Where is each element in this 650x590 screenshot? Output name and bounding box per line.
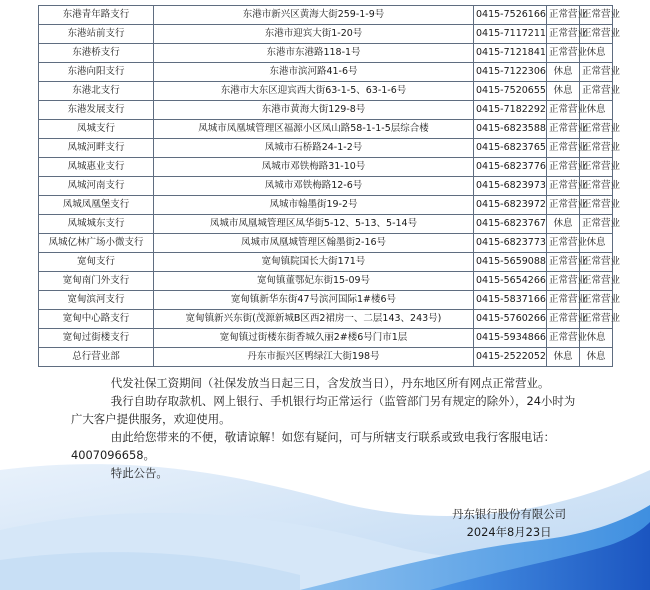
branch-phone-cell: 0415-7117211 bbox=[474, 25, 547, 44]
table-row bbox=[39, 291, 613, 310]
table-row bbox=[39, 253, 613, 272]
status-day2-cell: 正常营业 bbox=[580, 177, 613, 196]
branch-phone-cell: 0415-5659088 bbox=[474, 253, 547, 272]
status-day1-cell: 正常营业 bbox=[547, 158, 580, 177]
branch-name-cell: 宽甸支行 bbox=[39, 253, 154, 272]
branch-phone-cell: 0415-6823588 bbox=[474, 120, 547, 139]
status-day2-cell: 正常营业 bbox=[580, 82, 613, 101]
table-row bbox=[39, 348, 613, 367]
status-day2-cell: 正常营业 bbox=[580, 253, 613, 272]
branch-name-cell: 凤城支行 bbox=[39, 120, 154, 139]
branch-name-cell: 东港桥支行 bbox=[39, 44, 154, 63]
branch-phone-cell: 0415-7122306 bbox=[474, 63, 547, 82]
notice-paragraph-2-cont: 广大客户提供服务，欢迎使用。 bbox=[71, 412, 231, 426]
status-day1-cell: 休息 bbox=[547, 82, 580, 101]
branch-address-cell: 东港市新兴区黄海大街259-1-9号 bbox=[154, 6, 474, 25]
notice-closing: 特此公告。 bbox=[110, 466, 168, 480]
branch-address-cell: 凤城市石桥路24-1-2号 bbox=[154, 139, 474, 158]
status-day1-cell: 正常营业 bbox=[547, 272, 580, 291]
table-row bbox=[39, 139, 613, 158]
status-day2-cell: 正常营业 bbox=[580, 63, 613, 82]
branch-name-cell: 宽甸南门外支行 bbox=[39, 272, 154, 291]
status-day1-cell: 正常营业 bbox=[547, 329, 580, 348]
status-day2-cell: 休息 bbox=[580, 101, 613, 120]
branch-name-cell: 凤城凤凰堡支行 bbox=[39, 196, 154, 215]
branch-name-cell: 凤城惠业支行 bbox=[39, 158, 154, 177]
branch-phone-cell: 0415-6823767 bbox=[474, 215, 547, 234]
status-day2-cell: 正常营业 bbox=[580, 291, 613, 310]
branch-address-cell: 宽甸镇院国长大街171号 bbox=[154, 253, 474, 272]
status-day2-cell: 正常营业 bbox=[580, 6, 613, 25]
branch-name-cell: 东港向阳支行 bbox=[39, 63, 154, 82]
branch-address-cell: 凤城市翰墨街19-2号 bbox=[154, 196, 474, 215]
branch-name-cell: 凤城河畔支行 bbox=[39, 139, 154, 158]
branch-name-cell: 东港站前支行 bbox=[39, 25, 154, 44]
status-day2-cell: 正常营业 bbox=[580, 139, 613, 158]
status-day2-cell: 正常营业 bbox=[580, 310, 613, 329]
branch-address-cell: 宽甸镇新华东街47号滨河国际1#楼6号 bbox=[154, 291, 474, 310]
branch-schedule-table bbox=[38, 5, 621, 367]
status-day1-cell: 正常营业 bbox=[547, 101, 580, 120]
table-row bbox=[39, 158, 613, 177]
status-day1-cell: 正常营业 bbox=[547, 177, 580, 196]
status-day2-cell: 正常营业 bbox=[580, 25, 613, 44]
branch-phone-cell: 0415-5837166 bbox=[474, 291, 547, 310]
branch-name-cell: 宽甸中心路支行 bbox=[39, 310, 154, 329]
table-row bbox=[39, 82, 613, 101]
branch-name-cell: 宽甸滨河支行 bbox=[39, 291, 154, 310]
table-row bbox=[39, 215, 613, 234]
branch-phone-cell: 0415-6823972 bbox=[474, 196, 547, 215]
branch-address-cell: 宽甸镇过街楼东街香城久丽2#楼6号门市1层 bbox=[154, 329, 474, 348]
status-day1-cell: 正常营业 bbox=[547, 44, 580, 63]
branch-name-cell: 东港北支行 bbox=[39, 82, 154, 101]
branch-name-cell: 东港青年路支行 bbox=[39, 6, 154, 25]
branch-address-cell: 宽甸镇董鄂妃东街15-09号 bbox=[154, 272, 474, 291]
branch-phone-cell: 0415-6823776 bbox=[474, 158, 547, 177]
table-row bbox=[39, 6, 613, 25]
status-day1-cell: 休息 bbox=[547, 215, 580, 234]
table-row bbox=[39, 120, 613, 139]
status-day2-cell: 正常营业 bbox=[580, 158, 613, 177]
status-day2-cell: 休息 bbox=[580, 348, 613, 367]
status-day1-cell: 正常营业 bbox=[547, 196, 580, 215]
branch-phone-cell: 0415-7121841 bbox=[474, 44, 547, 63]
branch-address-cell: 丹东市振兴区鸭绿江大街198号 bbox=[154, 348, 474, 367]
branch-phone-cell: 0415-5654266 bbox=[474, 272, 547, 291]
branch-phone-cell: 0415-6823773 bbox=[474, 234, 547, 253]
status-day1-cell: 正常营业 bbox=[547, 234, 580, 253]
notice-paragraph-2: 我行自助存取款机、网上银行、手机银行均正常运行（监管部门另有规定的除外），24小时为 bbox=[110, 394, 576, 408]
status-day1-cell: 休息 bbox=[547, 348, 580, 367]
customer-service-phone: 4007096658。 bbox=[71, 448, 155, 462]
branch-phone-cell: 0415-7520655 bbox=[474, 82, 547, 101]
bank-name: 丹东银行股份有限公司 bbox=[452, 507, 566, 521]
notice-text bbox=[71, 374, 598, 482]
branch-address-cell: 东港市东港路118-1号 bbox=[154, 44, 474, 63]
table-row bbox=[39, 196, 613, 215]
status-day2-cell: 正常营业 bbox=[580, 196, 613, 215]
table-row bbox=[39, 329, 613, 348]
status-day1-cell: 休息 bbox=[547, 63, 580, 82]
branch-address-cell: 东港市滨河路41-6号 bbox=[154, 63, 474, 82]
branch-name-cell: 凤城城东支行 bbox=[39, 215, 154, 234]
status-day2-cell: 休息 bbox=[580, 329, 613, 348]
status-day1-cell: 正常营业 bbox=[547, 291, 580, 310]
branch-phone-cell: 0415-6823765 bbox=[474, 139, 547, 158]
branch-phone-cell: 0415-7182292 bbox=[474, 101, 547, 120]
table-row bbox=[39, 234, 613, 253]
branch-address-cell: 东港市迎宾大街1-20号 bbox=[154, 25, 474, 44]
table-row bbox=[39, 310, 613, 329]
branch-phone-cell: 0415-6823973 bbox=[474, 177, 547, 196]
status-day2-cell: 正常营业 bbox=[580, 272, 613, 291]
status-day1-cell: 正常营业 bbox=[547, 120, 580, 139]
status-day1-cell: 正常营业 bbox=[547, 25, 580, 44]
table-row bbox=[39, 101, 613, 120]
status-day2-cell: 休息 bbox=[580, 44, 613, 63]
status-day1-cell: 正常营业 bbox=[547, 310, 580, 329]
branch-address-cell: 凤城市凤凰城管理区翰墨街2-16号 bbox=[154, 234, 474, 253]
branch-address-cell: 凤城市凤凰城管理区福源小区凤山路58-1-1-5层综合楼 bbox=[154, 120, 474, 139]
branch-phone-cell: 0415-5934866 bbox=[474, 329, 547, 348]
status-day2-cell: 休息 bbox=[580, 234, 613, 253]
table-row bbox=[39, 44, 613, 63]
table-row bbox=[39, 177, 613, 196]
branch-address-cell: 凤城市邓铁梅路12-6号 bbox=[154, 177, 474, 196]
table-row bbox=[39, 63, 613, 82]
signature-block bbox=[452, 505, 566, 541]
table-row bbox=[39, 25, 613, 44]
branch-name-cell: 凤城亿林广场小微支行 bbox=[39, 234, 154, 253]
notice-paragraph-3: 由此给您带来的不便，敬请谅解！如您有疑问，可与所辖支行联系或致电我行客服电话： bbox=[110, 430, 556, 444]
notice-date: 2024年8月23日 bbox=[466, 525, 552, 539]
branch-phone-cell: 0415-7526166 bbox=[474, 6, 547, 25]
notice-paragraph-1: 代发社保工资期间（社保发放当日起三日，含发放当日），丹东地区所有网点正常营业。 bbox=[110, 376, 550, 390]
branch-address-cell: 凤城市凤凰城管理区凤华街5-12、5-13、5-14号 bbox=[154, 215, 474, 234]
branch-name-cell: 宽甸过街楼支行 bbox=[39, 329, 154, 348]
status-day1-cell: 正常营业 bbox=[547, 139, 580, 158]
status-day2-cell: 正常营业 bbox=[580, 215, 613, 234]
branch-address-cell: 宽甸镇新兴东街(茂源新城B区西2裙房一、二层143、243号) bbox=[154, 310, 474, 329]
branch-phone-cell: 0415-2522052 bbox=[474, 348, 547, 367]
branch-address-cell: 东港市黄海大街129-8号 bbox=[154, 101, 474, 120]
branch-address-cell: 凤城市邓铁梅路31-10号 bbox=[154, 158, 474, 177]
branch-name-cell: 东港发展支行 bbox=[39, 101, 154, 120]
branch-name-cell: 总行营业部 bbox=[39, 348, 154, 367]
branch-phone-cell: 0415-5760266 bbox=[474, 310, 547, 329]
status-day2-cell: 正常营业 bbox=[580, 120, 613, 139]
status-day1-cell: 正常营业 bbox=[547, 6, 580, 25]
branch-address-cell: 东港市大东区迎宾西大街63-1-5、63-1-6号 bbox=[154, 82, 474, 101]
status-day1-cell: 正常营业 bbox=[547, 253, 580, 272]
table-row bbox=[39, 272, 613, 291]
branch-name-cell: 凤城河南支行 bbox=[39, 177, 154, 196]
